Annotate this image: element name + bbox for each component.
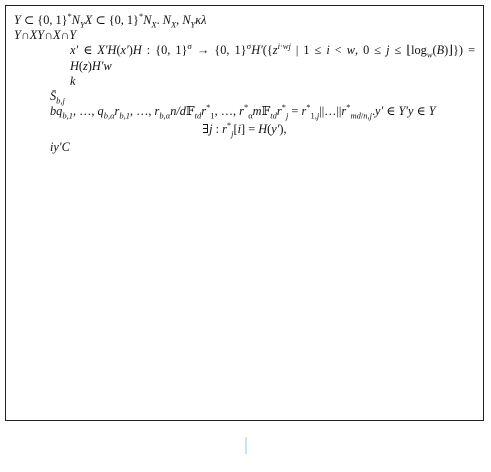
output-paragraph: Y∩XY∩X∩Y <box>14 28 77 43</box>
step-2: $S̄_{b,j}$ <box>50 89 65 106</box>
caption-title <box>245 437 247 454</box>
protocol-box <box>5 5 484 421</box>
figure-caption <box>0 437 491 455</box>
step-3: $bq_{b,1}$, …, $q_{b,\alpha}r_{b,1}$, …, $r_{b,\alpha}n/d𝔽_{td}r^*_1$, …, $r^*_\alpha m𝔽_{td}r^*_j$ = $r^*_{1,j}||\dots||r^*_{md/n,j}.y'$ ∈ Y′y ∈ Y <box>50 102 436 121</box>
equation: ∃j : $r^*_j[i] = H(y')$, <box>202 120 287 139</box>
input-paragraph: Y ⊂ {0, $1\}^*N_YX$ ⊂ {0, $1\}^*N_X$. $N_X$, $N_Y\kappa\lambda$ <box>14 10 207 30</box>
substep-a: x′ ∈ X′H(x′)H : {0, 1}$^\sigma$ → {0, $1\}^\sigma H'(\{z^{i\cdot wj}$ | 1 ≤ i < w, $0 \le j \le ⌊\log_w(B)⌋\}) = H(z)H'w$ <box>70 41 476 73</box>
step-3-where: iy′C <box>50 139 70 154</box>
substep-b: k <box>70 73 76 88</box>
